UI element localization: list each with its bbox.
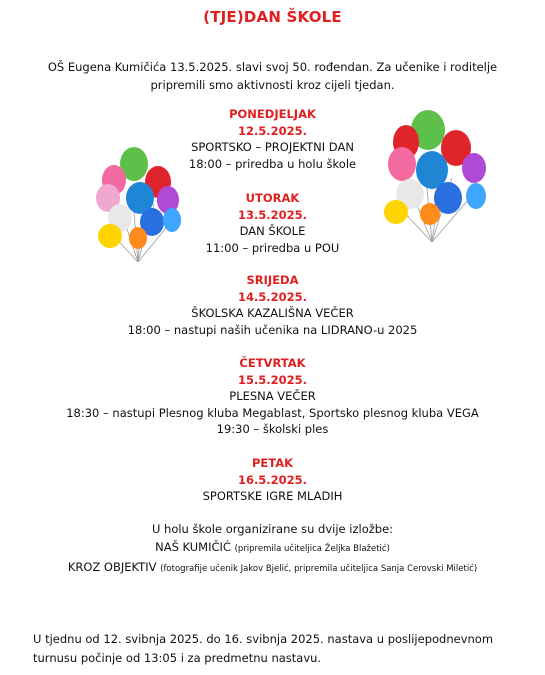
exhibitions bbox=[20, 520, 525, 578]
exhibition-note: (fotografije učenik Jakov Bjelić, pripremila učiteljica Sanja Cerovski Miletić) bbox=[160, 564, 478, 574]
page-title: (TJE)DAN ŠKOLE bbox=[203, 8, 342, 26]
day-name: SRIJEDA bbox=[246, 273, 299, 287]
day-line: 19:30 – školski ples bbox=[216, 422, 329, 436]
footer-line: turnusu počinje od 13:05 i za predmetnu nastavu. bbox=[33, 651, 322, 665]
footer-note bbox=[33, 630, 523, 668]
day-line: ŠKOLSKA KAZALIŠNA VEČER bbox=[191, 306, 354, 320]
exhibition-item bbox=[20, 558, 525, 578]
day-line: SPORTSKE IGRE MLADIH bbox=[202, 489, 343, 503]
day-line: SPORTSKO – PROJEKTNI DAN bbox=[191, 140, 354, 154]
exhibitions-intro: U holu škole organizirane su dvije izložbe: bbox=[151, 522, 394, 536]
day-date: 14.5.2025. bbox=[237, 289, 308, 304]
day-line: 18:30 – nastupi Plesnog kluba Megablast, Sportsko plesnog kluba VEGA bbox=[66, 405, 479, 420]
balloons-left-image bbox=[96, 142, 188, 264]
day-date: 12.5.2025. bbox=[237, 123, 308, 138]
day-line: PLESNA VEČER bbox=[229, 389, 316, 403]
day-date: 15.5.2025. bbox=[237, 372, 308, 387]
balloons-right-image bbox=[382, 108, 490, 244]
day-line: 11:00 – priredba u POU bbox=[205, 240, 340, 255]
exhibition-title: NAŠ KUMIČIĆ bbox=[155, 540, 231, 554]
day-date: 13.5.2025. bbox=[237, 207, 308, 222]
day-thursday bbox=[40, 355, 505, 438]
day-name: PETAK bbox=[251, 456, 294, 470]
intro-text bbox=[30, 58, 515, 94]
day-line: 18:00 – nastupi naših učenika na LIDRANO-u 2025 bbox=[127, 322, 418, 337]
day-name: UTORAK bbox=[245, 191, 300, 205]
day-name: ČETVRTAK bbox=[239, 356, 306, 370]
exhibition-note: (pripremila učiteljica Željka Blažetić) bbox=[234, 544, 390, 554]
day-line: DAN ŠKOLE bbox=[239, 224, 306, 238]
day-name: PONEDJELJAK bbox=[229, 107, 316, 121]
day-wednesday bbox=[80, 272, 465, 338]
exhibition-title: KROZ OBJEKTIV bbox=[67, 560, 157, 574]
intro-line: pripremili smo aktivnosti kroz cijeli tjedan. bbox=[150, 78, 395, 92]
intro-line: OŠ Eugena Kumičića 13.5.2025. slavi svoj 50. rođendan. Za učenike i roditelje bbox=[47, 60, 498, 74]
day-line: 18:00 – priredba u holu škole bbox=[188, 156, 357, 171]
day-date: 16.5.2025. bbox=[237, 472, 308, 487]
exhibition-item bbox=[20, 538, 525, 558]
footer-line: U tjednu od 12. svibnja 2025. do 16. svibnja 2025. nastava u poslijepodnevnom bbox=[33, 632, 494, 646]
day-friday bbox=[80, 455, 465, 505]
